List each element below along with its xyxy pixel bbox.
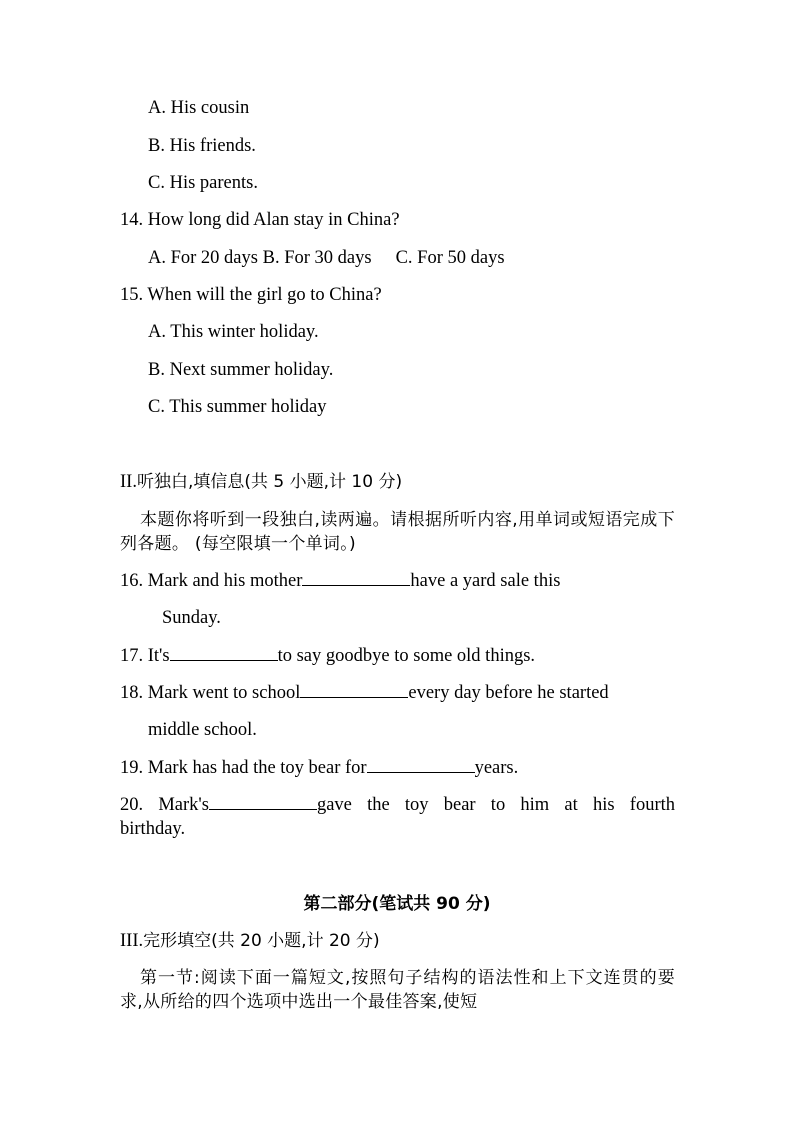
q15-option-b: B. Next summer holiday.	[148, 360, 334, 380]
q16-text-before: 16. Mark and his mother	[120, 571, 303, 591]
q15-option-a: A. This winter holiday.	[148, 322, 319, 342]
q14-option-a: A. For 20 days	[148, 248, 258, 268]
q19-text-before: 19. Mark has had the toy bear for	[120, 758, 367, 778]
q17	[120, 644, 535, 668]
q18-answer-blank[interactable]	[300, 681, 408, 698]
q18-text-after: every day before he started	[408, 683, 609, 703]
section-2-number: II.	[120, 472, 137, 492]
q13-option-c: C. His parents.	[148, 173, 258, 193]
q16-continuation: Sunday.	[162, 608, 221, 628]
q17-text-before: 17. It's	[120, 646, 170, 666]
q19	[120, 756, 518, 780]
q17-text-after: to say goodbye to some old things.	[277, 646, 536, 666]
q15-question: 15. When will the girl go to China?	[120, 285, 382, 305]
q14-option-c: C. For 50 days	[395, 248, 505, 268]
q16-text-after: have a yard sale this	[410, 571, 561, 591]
section-2-title	[120, 470, 402, 494]
section-3-heading: 完形填空(共 20 小题,计 20 分)	[143, 931, 380, 951]
section-2-heading: 听独白,填信息(共 5 小题,计 10 分)	[136, 472, 403, 492]
q18	[120, 681, 609, 705]
q14-options	[148, 246, 505, 270]
q16-answer-blank[interactable]	[302, 569, 410, 586]
q13-option-b: B. His friends.	[148, 136, 256, 156]
section-2-instructions: 本题你将听到一段独白,读两遍。请根据所听内容,用单词或短语完成下列各题。 (每空限填一个单词。)	[120, 510, 675, 554]
q20-text-before: 20. Mark's	[120, 795, 209, 815]
section-3-number: III.	[120, 931, 144, 951]
q20-text-after: gave the toy bear to him at his fourth	[316, 795, 675, 815]
section-3-instructions: 第一节:阅读下面一篇短文,按照句子结构的语法性和上下文连贯的要求,从所给的四个选项中选出一个最佳答案,使短	[120, 968, 675, 1012]
q14-question: 14. How long did Alan stay in China?	[120, 210, 400, 230]
q18-continuation: middle school.	[148, 720, 257, 740]
q20-continuation: birthday.	[120, 819, 186, 839]
q19-answer-blank[interactable]	[367, 756, 475, 773]
q19-text-after: years.	[474, 758, 519, 778]
q17-answer-blank[interactable]	[170, 644, 278, 661]
q13-option-a: A. His cousin	[148, 98, 250, 118]
q15-option-c: C. This summer holiday	[148, 397, 327, 417]
q18-text-before: 18. Mark went to school	[120, 683, 301, 703]
q20	[120, 793, 675, 817]
section-3-title	[120, 929, 380, 953]
part-2-title: 第二部分(笔试共 90 分)	[303, 894, 491, 914]
q20-answer-blank[interactable]	[209, 793, 317, 810]
q16	[120, 569, 560, 593]
q14-option-b: B. For 30 days	[262, 248, 372, 268]
